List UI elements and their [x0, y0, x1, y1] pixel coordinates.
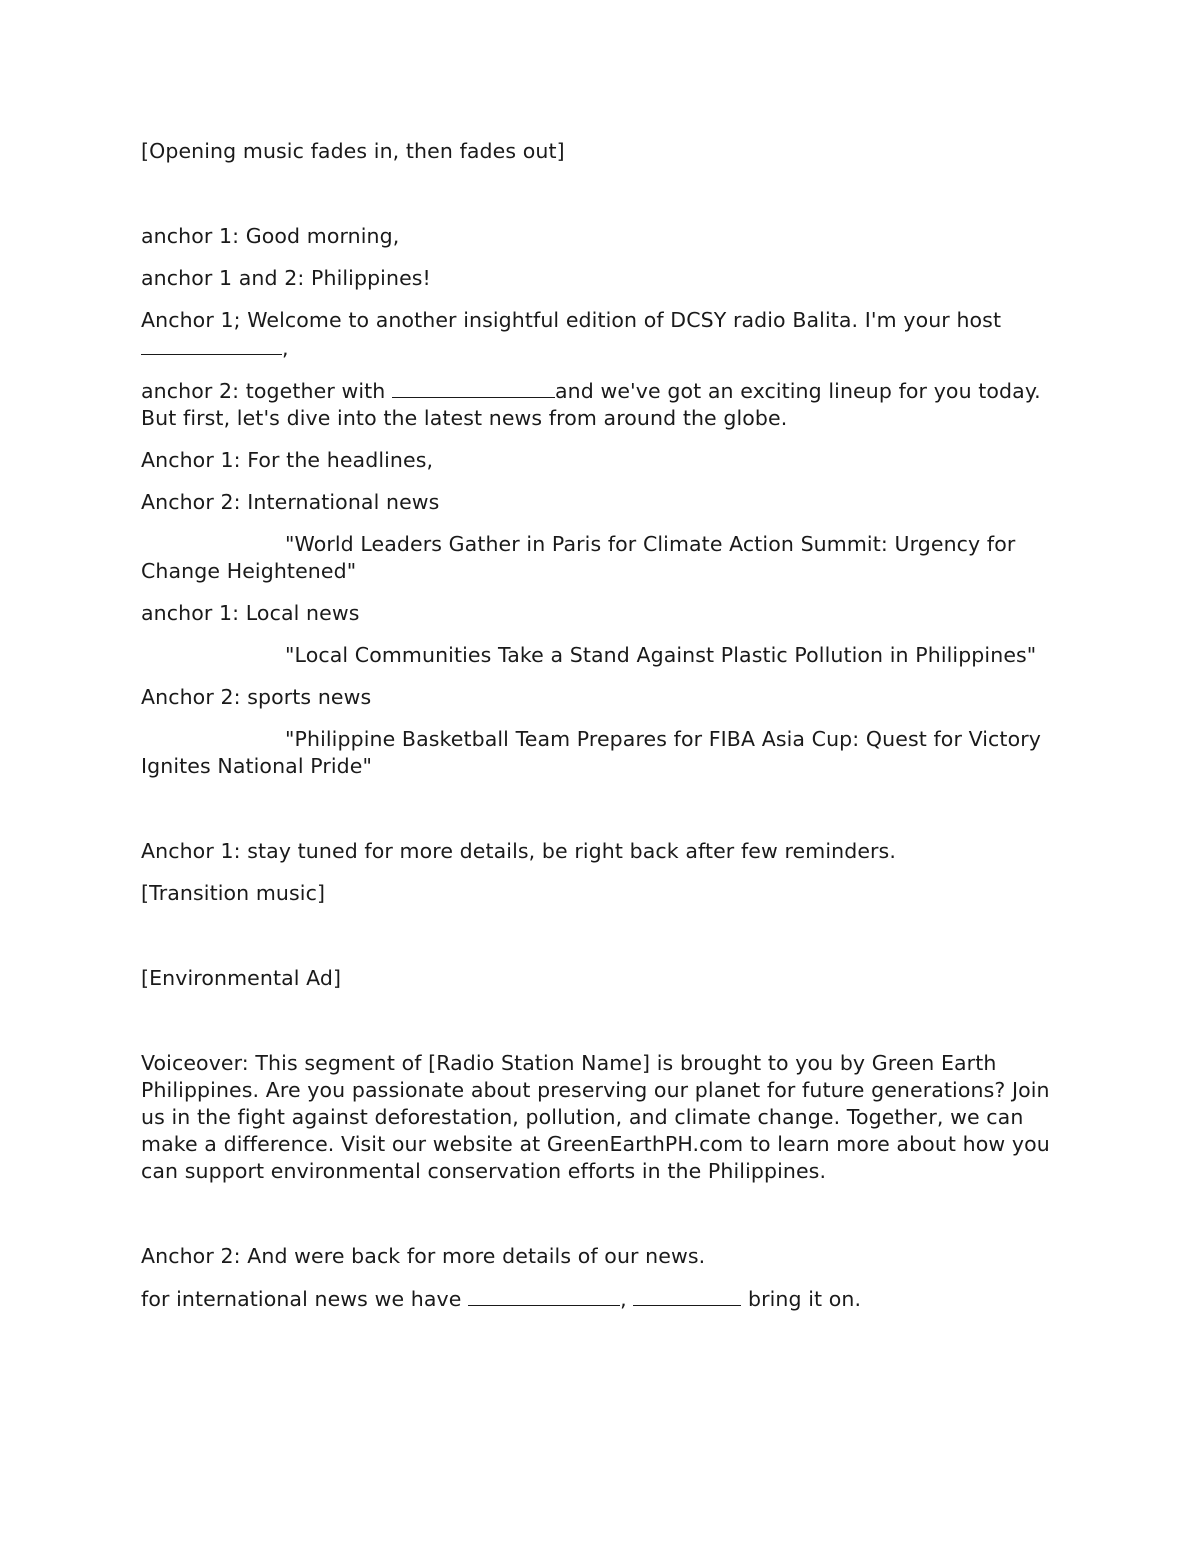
script-body: [141, 138, 1061, 1328]
welcome-line: [141, 307, 1061, 362]
cohost-after-text: and we've got an exciting lineup for you today. But first, let's dive into the latest news from around the globe.: [141, 379, 1041, 430]
sports-headline: "Philippine Basketball Team Prepares for FIBA Asia Cup: Quest for Victory Ignites National Pride": [141, 727, 1041, 778]
international-news-label: Anchor 2: International news: [141, 490, 440, 514]
cohost-line: [141, 377, 1061, 432]
intl-details-after-text: bring it on.: [747, 1287, 862, 1311]
cohost-before-text: anchor 2: together with: [141, 379, 386, 403]
back-from-break-line: Anchor 2: And were back for more details of our news.: [141, 1244, 706, 1268]
opening-music-cue: [Opening music fades in, then fades out]: [141, 139, 565, 163]
headlines-intro-line: Anchor 1: For the headlines,: [141, 448, 434, 472]
stay-tuned-line: Anchor 1: stay tuned for more details, be right back after few reminders.: [141, 839, 896, 863]
voiceover-paragraph: Voiceover: This segment of [Radio Station Name] is brought to you by Green Earth Philippines. Are you passionate about preserving our planet for future generations? Join us in the fight against deforestation, pollution, and climate change. Together, we can make a difference. Visit our website at GreenEarthPH.com to learn more about how you can support environmental conservation efforts in the Philippines.: [141, 1051, 1050, 1183]
local-news-label: anchor 1: Local news: [141, 601, 360, 625]
host-name-blank: [141, 334, 282, 355]
welcome-comma: ,: [282, 336, 289, 360]
intl-details-comma: ,: [620, 1287, 627, 1311]
international-details-line: [141, 1285, 1061, 1313]
sports-news-label: Anchor 2: sports news: [141, 685, 372, 709]
intl-details-before-text: for international news we have: [141, 1287, 462, 1311]
greeting-joint-line: anchor 1 and 2: Philippines!: [141, 266, 431, 290]
cohost-name-blank: [392, 377, 555, 398]
intl-reporter-blank-1: [468, 1285, 620, 1306]
local-headline: "Local Communities Take a Stand Against Plastic Pollution in Philippines": [285, 643, 1037, 667]
international-headline: "World Leaders Gather in Paris for Climate Action Summit: Urgency for Change Heightened": [141, 532, 1016, 583]
welcome-text: Anchor 1; Welcome to another insightful edition of DCSY radio Balita. I'm your host: [141, 308, 1002, 332]
greeting-line: anchor 1: Good morning,: [141, 224, 400, 248]
environmental-ad-cue: [Environmental Ad]: [141, 966, 342, 990]
intl-reporter-blank-2: [633, 1285, 741, 1306]
transition-music-cue: [Transition music]: [141, 881, 326, 905]
